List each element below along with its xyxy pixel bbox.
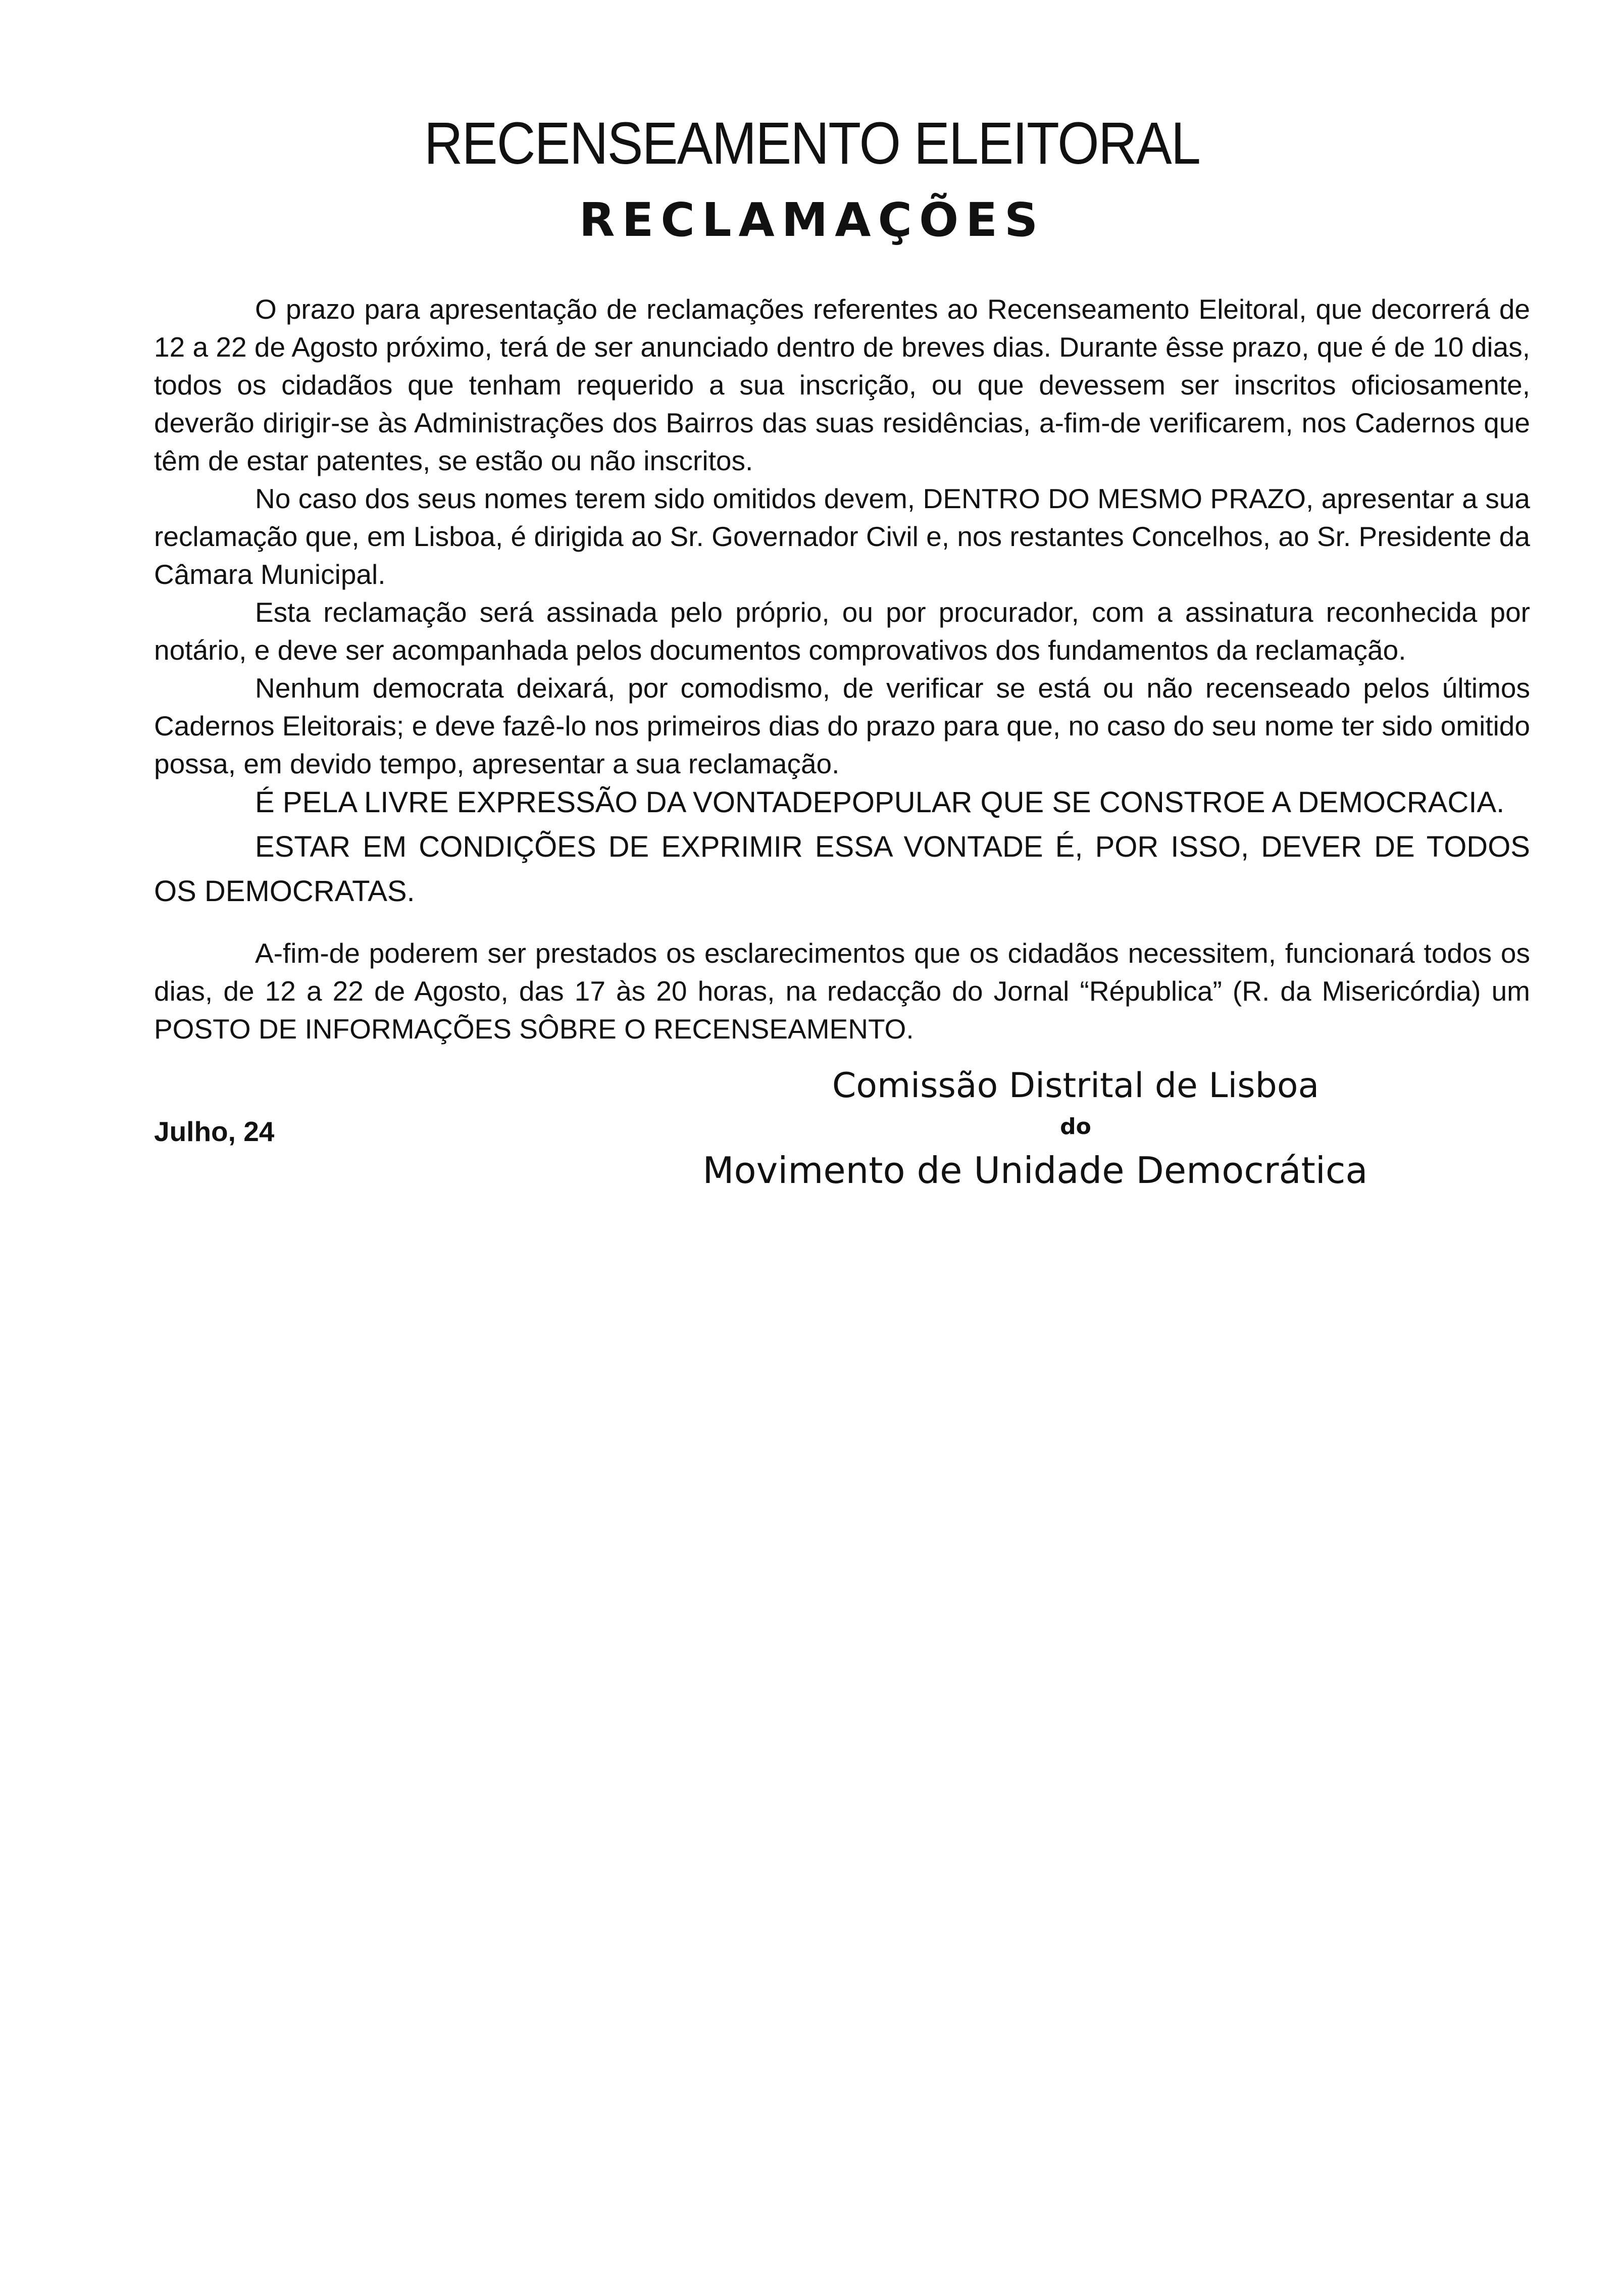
- paragraph: No caso dos seus nomes terem sido omitidos devem, DENTRO DO MESMO PRAZO, apresentar a sua reclamação que, em Lisboa, é dirigida ao Sr. Governador Civil e, nos restantes Concelhos, ao Sr. Presidente da Câmara Municipal.: [154, 483, 1530, 590]
- body-paragraphs: [154, 290, 1530, 783]
- paragraph: Nenhum democrata deixará, por comodismo, de verificar se está ou não recenseado pelos últimos Cadernos Eleitorais; e deve fazê-lo nos primeiros dias do prazo para que, no caso do seu nome ter sido omitido possa, em devido tempo, apresentar a sua reclamação.: [154, 672, 1530, 779]
- signature-movement: Movimento de Unidade Democrática: [702, 1149, 1368, 1192]
- document-title: RECENSEAMENTO ELEITORAL: [424, 110, 1200, 177]
- signature-connector: do: [1060, 1114, 1091, 1140]
- document-date: Julho, 24: [154, 1116, 275, 1147]
- emphasis-line: É PELA LIVRE EXPRESSÃO DA VONTADEPOPULAR QUE SE CONSTROE A DEMOCRACIA.: [255, 786, 1505, 819]
- document-subtitle: RECLAMAÇÕES: [579, 193, 1045, 247]
- paragraph: Esta reclamação será assinada pelo próprio, ou por procurador, com a assinatura reconhecida por notário, e deve ser acompanhada pelos documentos comprovativos dos fundamentos da reclamação.: [154, 597, 1530, 666]
- notice-block: [154, 934, 1530, 1048]
- notice-paragraph: A-fim-de poderem ser prestados os esclarecimentos que os cidadãos necessitem, funcionará todos os dias, de 12 a 22 de Agosto, das 17 às 20 horas, na redacção do Jornal “Républica” (R. da Misericórdia) um POSTO DE INFORMAÇÕES SÔBRE O RECENSEAMENTO.: [154, 937, 1530, 1045]
- emphasis-block: [154, 780, 1530, 914]
- signature-committee: Comissão Distrital de Lisboa: [832, 1066, 1320, 1106]
- paragraph: O prazo para apresentação de reclamações referentes ao Recenseamento Eleitoral, que decorrerá de 12 a 22 de Agosto próximo, terá de ser anunciado dentro de breves dias. Durante êsse prazo, que é de 10 dias, todos os cidadãos que tenham requerido a sua inscrição, ou que devessem ser inscritos oficiosamente, deverão dirigir-se às Administrações dos Bairros das suas residências, a-fim-de verificarem, nos Cadernos que têm de estar patentes, se estão ou não inscritos.: [154, 293, 1530, 476]
- emphasis-line: ESTAR EM CONDIÇÕES DE EXPRIMIR ESSA VONTADE É, POR ISSO, DEVER DE TODOS OS DEMOCRATAS.: [154, 830, 1530, 908]
